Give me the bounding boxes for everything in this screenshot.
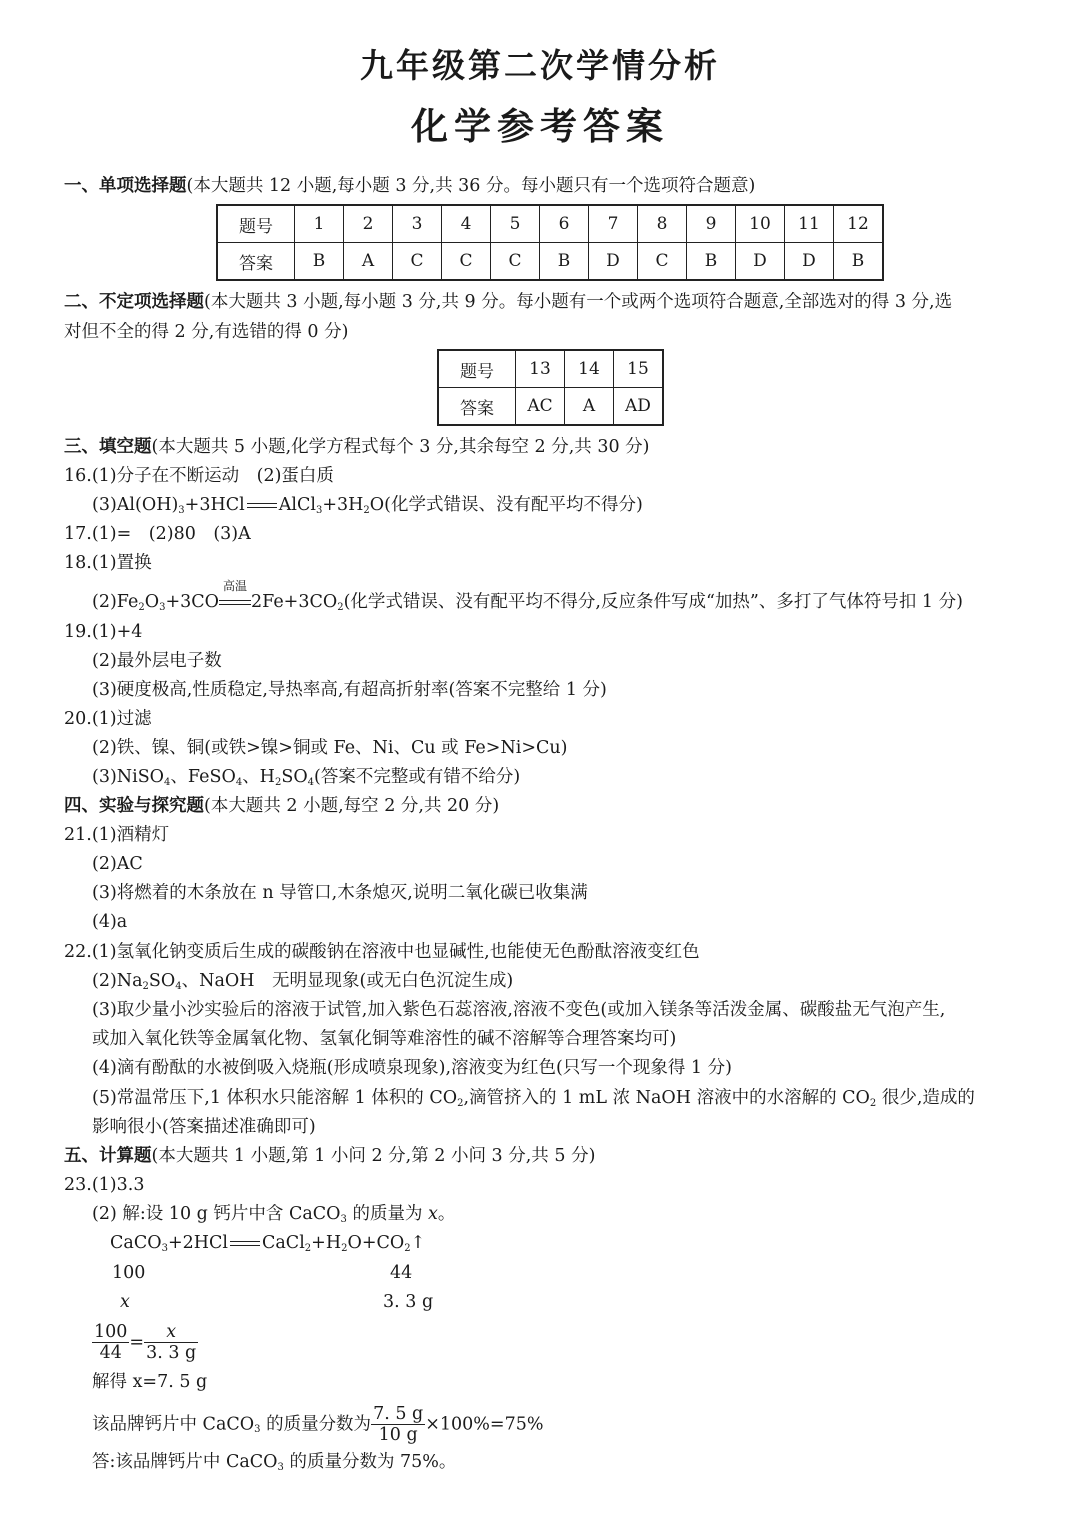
q22-line-3-continued: 或加入氧化铁等金属氧化物、氢氧化铜等难溶性的碱不溶解等合理答案均可) bbox=[92, 1029, 677, 1049]
answer-cell: AC bbox=[516, 388, 565, 426]
page-title: 九年级第二次学情分析 bbox=[360, 46, 720, 85]
table-row bbox=[438, 388, 663, 426]
answer-cell: C bbox=[638, 243, 687, 281]
q22-line-2: $(2)Na_2SO_4$、NaOH 无明显现象(或无白色沉淀生成) bbox=[92, 971, 514, 992]
q20-line-1: 20.(1)过滤 bbox=[64, 709, 152, 729]
answer-cell: B bbox=[687, 243, 736, 281]
q21-line-1: 21.(1)酒精灯 bbox=[64, 825, 170, 845]
equals-sign bbox=[228, 1231, 262, 1255]
gas-arrow-icon: ↑ bbox=[410, 1233, 426, 1253]
question-number: 15 bbox=[614, 350, 664, 388]
table-row bbox=[438, 350, 663, 388]
multi-choice-answer-table bbox=[437, 349, 664, 426]
question-number: 2 bbox=[344, 205, 393, 243]
mass-fraction-line: 该品牌钙片中 CaCO$_3$ 的质量分数为 $\frac{7. 5 g}{10 g}$ ×100%=75% bbox=[92, 1404, 544, 1445]
q18-equation: $(2)Fe_2O_3+3CO$ 高温 $2Fe+3CO_2$(化学式错误、没有配平均不得分,反应条件写成“加热”、多打了气体符号扣 1 分) bbox=[92, 579, 963, 613]
page-subtitle: 化学参考答案 bbox=[411, 105, 669, 148]
table-row bbox=[217, 243, 883, 281]
q22-line-5-continued: 影响很小(答案描述准确即可) bbox=[92, 1117, 316, 1137]
q19-line-2: (2)最外层电子数 bbox=[92, 651, 222, 671]
table-row bbox=[217, 205, 883, 243]
table-header-cell: 题号 bbox=[217, 205, 295, 243]
q19-line-1: 19.(1)+4 bbox=[64, 622, 143, 642]
answer-cell: A bbox=[344, 243, 393, 281]
answer-cell: D bbox=[785, 243, 834, 281]
answer-cell: C bbox=[393, 243, 442, 281]
question-number: 7 bbox=[589, 205, 638, 243]
question-number: 1 bbox=[295, 205, 344, 243]
table-header-cell: 题号 bbox=[438, 350, 516, 388]
question-number: 10 bbox=[736, 205, 785, 243]
section-2-heading: 二、不定项选择题(本大题共 3 小题,每小题 3 分,共 9 分。每小题有一个或两个选项符合题意,全部选对的得 3 分,选 bbox=[64, 292, 953, 312]
q16-equation: $(3)Al(OH)_3+3HCl$ $AlCl_3+3H_2O$(化学式错误、没有配平均不得分) bbox=[92, 495, 643, 516]
section-4-heading: 四、实验与探究题(本大题共 2 小题,每空 2 分,共 20 分) bbox=[64, 796, 500, 816]
table-header-cell: 答案 bbox=[217, 243, 295, 281]
q22-line-4: (4)滴有酚酞的水被倒吸入烧瓶(形成喷泉现象),溶液变为红色(只写一个现象得 1 分) bbox=[92, 1058, 732, 1078]
q21-line-4: (4)a bbox=[92, 912, 128, 932]
q16-line-1: 16.(1)分子在不断运动 (2)蛋白质 bbox=[64, 466, 334, 486]
section-2-note-continued: 对但不全的得 2 分,有选错的得 0 分) bbox=[64, 322, 349, 342]
q18-line-1: 18.(1)置换 bbox=[64, 553, 152, 573]
question-number: 13 bbox=[516, 350, 565, 388]
question-number: 4 bbox=[442, 205, 491, 243]
molar-mass-2: 44 bbox=[390, 1263, 413, 1283]
answer-cell: A bbox=[565, 388, 614, 426]
section-5-heading: 五、计算题(本大题共 1 小题,第 1 小问 2 分,第 2 小问 3 分,共 5 分) bbox=[64, 1146, 596, 1166]
q22-line-5: (5)常温常压下,1 体积水只能溶解 1 体积的 $CO_2$,滴管挤入的 1 mL 浓 NaOH 溶液中的水溶解的 $CO_2$ 很少,造成的 bbox=[92, 1088, 975, 1109]
answer-cell: B bbox=[540, 243, 589, 281]
single-choice-answer-table bbox=[216, 204, 884, 281]
fraction: $\frac{x}{3. 3 g}$ bbox=[146, 1322, 197, 1363]
answer-cell: B bbox=[834, 243, 884, 281]
fraction: $\frac{7. 5 g}{10 g}$ bbox=[373, 1404, 424, 1445]
section-1-heading: 一、单项选择题(本大题共 12 小题,每小题 3 分,共 36 分。每小题只有一个选项符合题意) bbox=[64, 176, 756, 196]
fraction: $\frac{100}{44}$ bbox=[94, 1322, 128, 1363]
answer-cell: AD bbox=[614, 388, 664, 426]
answer-cell: C bbox=[442, 243, 491, 281]
question-number: 8 bbox=[638, 205, 687, 243]
q23-line-2: (2) 解:设 10 g 钙片中含 CaCO$_3$ 的质量为 x。 bbox=[92, 1204, 456, 1225]
question-number: 6 bbox=[540, 205, 589, 243]
q17-line-1: 17.(1)= (2)80 (3)A bbox=[64, 524, 251, 544]
equals-sign bbox=[245, 493, 279, 517]
q22-line-3: (3)取少量小沙实验后的溶液于试管,加入紫色石蕊溶液,溶液不变色(或加入镁条等活泼金属、碳酸盐无气泡产生, bbox=[92, 1000, 946, 1020]
answer-cell: D bbox=[589, 243, 638, 281]
proportion-equation: $\frac{100}{44}$ = $\frac{x}{3. 3 g}$ bbox=[94, 1322, 197, 1363]
q19-line-3: (3)硬度极高,性质稳定,导热率高,有超高折射率(答案不完整给 1 分) bbox=[92, 680, 607, 700]
q23-equation: CaCO$_3$+2HCl $CaCl_2+H_2O+CO_2↑$ bbox=[110, 1233, 426, 1254]
final-answer: 答:该品牌钙片中 CaCO$_3$ 的质量分数为 75%。 bbox=[92, 1452, 457, 1473]
question-number: 5 bbox=[491, 205, 540, 243]
question-number: 3 bbox=[393, 205, 442, 243]
question-number: 9 bbox=[687, 205, 736, 243]
solve-line: 解得 x=7. 5 g bbox=[92, 1372, 208, 1392]
question-number: 11 bbox=[785, 205, 834, 243]
answer-cell: C bbox=[491, 243, 540, 281]
question-number: 14 bbox=[565, 350, 614, 388]
q22-line-1: 22.(1)氢氧化钠变质后生成的碳酸钠在溶液中也显碱性,也能使无色酚酞溶液变红色 bbox=[64, 942, 700, 962]
molar-mass-1: 100 bbox=[112, 1263, 146, 1283]
known-mass: 3. 3 g bbox=[383, 1292, 434, 1312]
unknown-mass: x bbox=[120, 1292, 130, 1312]
answer-cell: D bbox=[736, 243, 785, 281]
q21-line-3: (3)将燃着的木条放在 n 导管口,木条熄灭,说明二氧化碳已收集满 bbox=[92, 883, 588, 903]
q21-line-2: (2)AC bbox=[92, 854, 143, 874]
q20-line-2: (2)铁、镍、铜(或铁>镍>铜或 Fe、Ni、Cu 或 Fe>Ni>Cu) bbox=[92, 738, 568, 758]
answer-cell: B bbox=[295, 243, 344, 281]
q20-line-3: (3)NiSO$_4$、FeSO$_4$、$H_2SO_4$(答案不完整或有错不给分) bbox=[92, 767, 521, 788]
q23-line-1: 23.(1)3.3 bbox=[64, 1175, 145, 1195]
question-number: 12 bbox=[834, 205, 884, 243]
table-header-cell: 答案 bbox=[438, 388, 516, 426]
reaction-condition: 高温 bbox=[219, 590, 251, 614]
section-3-heading: 三、填空题(本大题共 5 小题,化学方程式每个 3 分,其余每空 2 分,共 30 分) bbox=[64, 437, 650, 457]
